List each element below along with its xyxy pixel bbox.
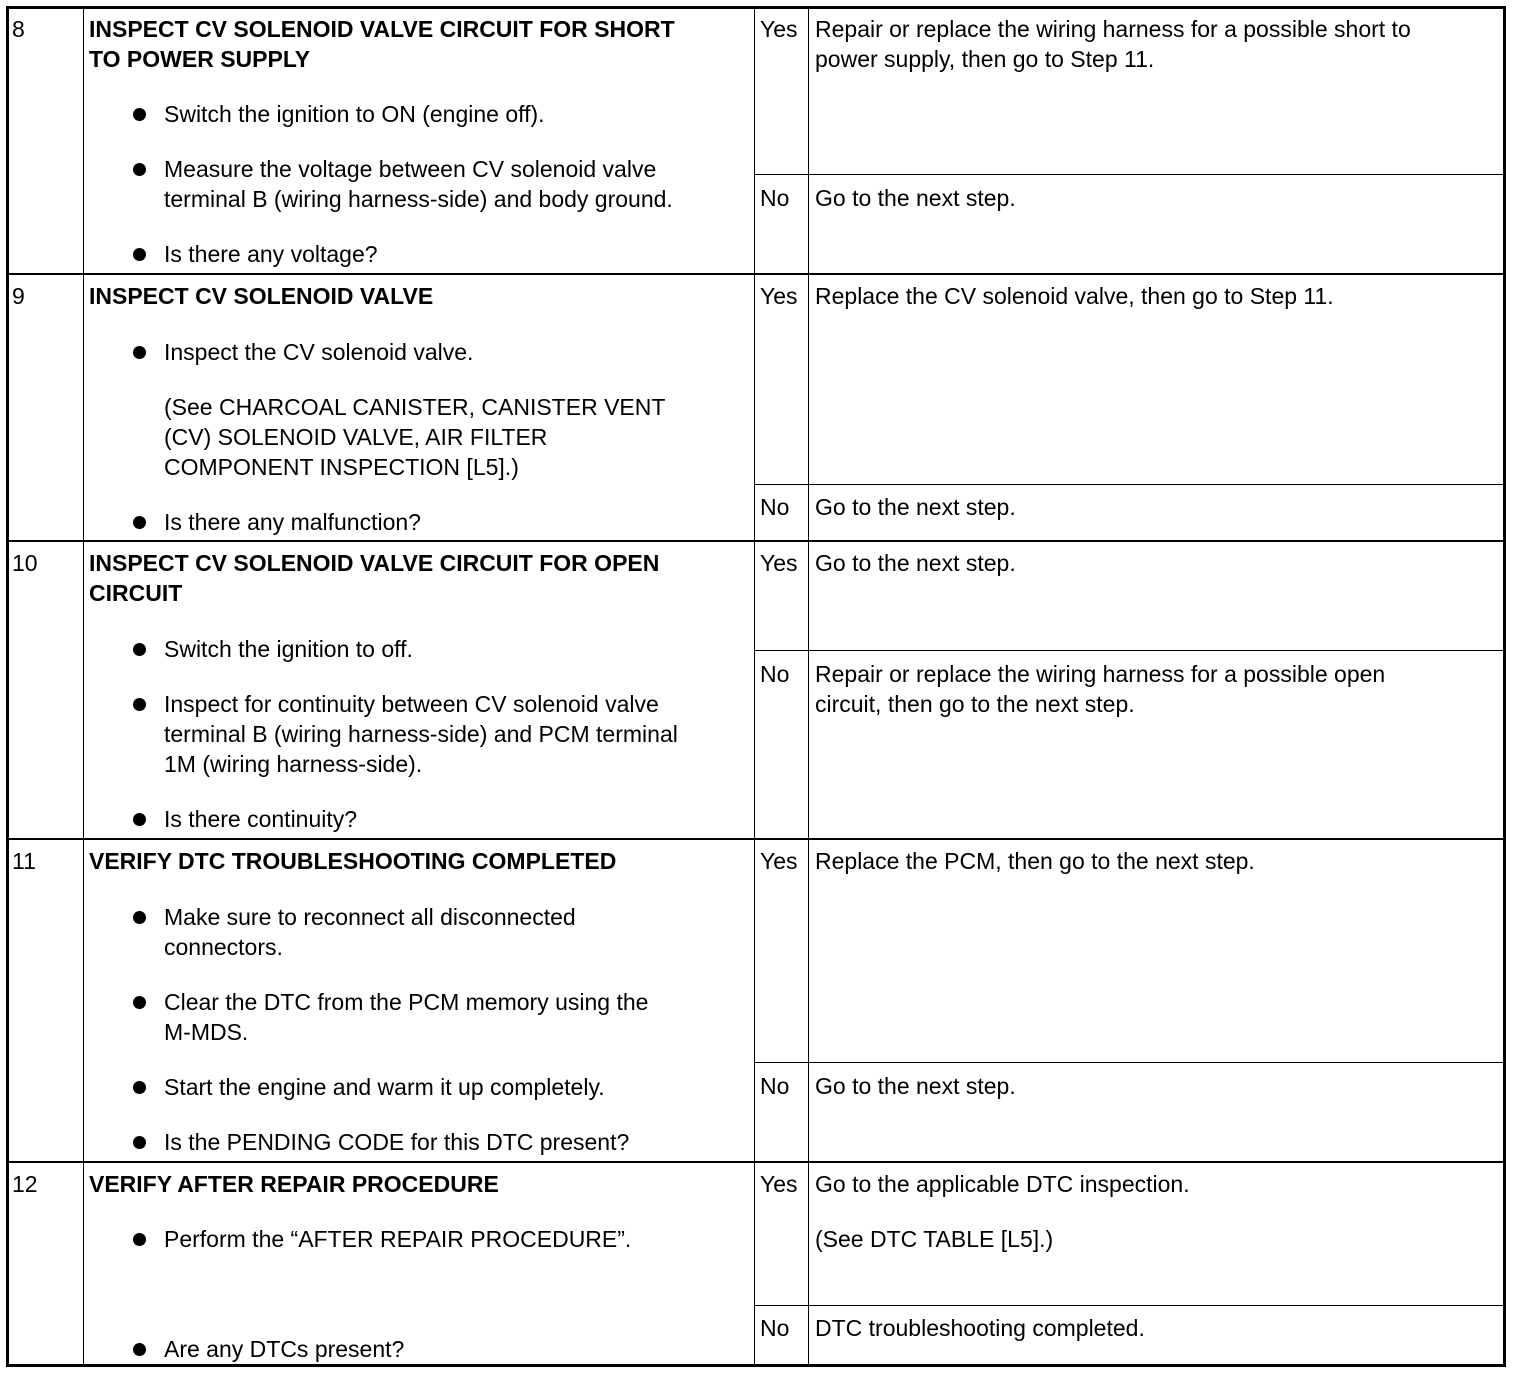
yes-no-divider bbox=[754, 174, 1503, 175]
no-action: Go to the next step. bbox=[815, 1073, 1016, 1099]
troubleshooting-table bbox=[6, 6, 1506, 1367]
reference-note: COMPONENT INSPECTION [L5].) bbox=[164, 454, 519, 480]
no-label: No bbox=[760, 1315, 790, 1341]
yes-label: Yes bbox=[760, 550, 798, 576]
check-item: Make sure to reconnect all disconnected bbox=[164, 904, 576, 930]
step-title: TO POWER SUPPLY bbox=[89, 46, 311, 72]
yes-action: Go to the next step. bbox=[815, 550, 1016, 576]
bullet-icon bbox=[133, 1081, 146, 1094]
no-label: No bbox=[760, 1073, 790, 1099]
no-action: Repair or replace the wiring harness for a possible open bbox=[815, 661, 1386, 687]
no-label: No bbox=[760, 185, 790, 211]
row-divider bbox=[9, 273, 1503, 275]
check-item: connectors. bbox=[164, 934, 283, 960]
yes-no-divider bbox=[754, 1062, 1503, 1063]
check-item: Start the engine and warm it up completely. bbox=[164, 1074, 605, 1100]
check-item: terminal B (wiring harness-side) and body ground. bbox=[164, 186, 673, 212]
reference-note: (CV) SOLENOID VALVE, AIR FILTER bbox=[164, 424, 548, 450]
check-item: Is there any voltage? bbox=[164, 241, 378, 267]
step-number: 8 bbox=[12, 16, 25, 42]
check-item: Inspect for continuity between CV solenoid valve bbox=[164, 691, 659, 717]
yes-label: Yes bbox=[760, 1171, 798, 1197]
no-label: No bbox=[760, 494, 790, 520]
reference-note: (See DTC TABLE [L5].) bbox=[815, 1226, 1054, 1252]
yes-action: Go to the applicable DTC inspection. bbox=[815, 1171, 1190, 1197]
bullet-icon bbox=[133, 911, 146, 924]
step-title: INSPECT CV SOLENOID VALVE CIRCUIT FOR OPEN bbox=[89, 550, 660, 576]
step-title: CIRCUIT bbox=[89, 580, 183, 606]
yes-label: Yes bbox=[760, 283, 798, 309]
step-title: INSPECT CV SOLENOID VALVE CIRCUIT FOR SHORT bbox=[89, 16, 675, 42]
bullet-icon bbox=[133, 1136, 146, 1149]
no-label: No bbox=[760, 661, 790, 687]
check-item: Measure the voltage between CV solenoid valve bbox=[164, 156, 657, 182]
check-item: Clear the DTC from the PCM memory using the bbox=[164, 989, 649, 1015]
check-item: Is there continuity? bbox=[164, 806, 358, 832]
row-divider bbox=[9, 540, 1503, 542]
no-action: Go to the next step. bbox=[815, 494, 1016, 520]
check-item: Perform the “AFTER REPAIR PROCEDURE”. bbox=[164, 1226, 632, 1252]
step-title: VERIFY AFTER REPAIR PROCEDURE bbox=[89, 1171, 499, 1197]
yes-label: Yes bbox=[760, 16, 798, 42]
row-divider bbox=[9, 838, 1503, 840]
step-number: 12 bbox=[12, 1171, 38, 1197]
bullet-icon bbox=[133, 108, 146, 121]
step-number: 11 bbox=[12, 848, 36, 874]
yes-no-divider bbox=[754, 650, 1503, 651]
bullet-icon bbox=[133, 643, 146, 656]
step-title: VERIFY DTC TROUBLESHOOTING COMPLETED bbox=[89, 848, 617, 874]
row-divider bbox=[9, 1161, 1503, 1163]
check-item: M-MDS. bbox=[164, 1019, 249, 1045]
no-action: circuit, then go to the next step. bbox=[815, 691, 1135, 717]
reference-note: (See CHARCOAL CANISTER, CANISTER VENT bbox=[164, 394, 666, 420]
bullet-icon bbox=[133, 163, 146, 176]
check-item: 1M (wiring harness-side). bbox=[164, 751, 423, 777]
check-item: terminal B (wiring harness-side) and PCM terminal bbox=[164, 721, 678, 747]
step-number: 10 bbox=[12, 550, 38, 576]
yes-action: Replace the PCM, then go to the next step. bbox=[815, 848, 1255, 874]
check-item: Inspect the CV solenoid valve. bbox=[164, 339, 474, 365]
bullet-icon bbox=[133, 1343, 146, 1356]
yes-no-divider bbox=[754, 1305, 1503, 1306]
check-item: Are any DTCs present? bbox=[164, 1336, 405, 1362]
check-item: Is the PENDING CODE for this DTC present? bbox=[164, 1129, 630, 1155]
step-title: INSPECT CV SOLENOID VALVE bbox=[89, 283, 434, 309]
bullet-icon bbox=[133, 346, 146, 359]
yes-action: Replace the CV solenoid valve, then go to Step 11. bbox=[815, 283, 1334, 309]
yes-no-divider bbox=[754, 484, 1503, 485]
no-action: DTC troubleshooting completed. bbox=[815, 1315, 1145, 1341]
bullet-icon bbox=[133, 248, 146, 261]
yes-action: Repair or replace the wiring harness for a possible short to bbox=[815, 16, 1411, 42]
yes-label: Yes bbox=[760, 848, 798, 874]
step-number: 9 bbox=[12, 283, 25, 309]
bullet-icon bbox=[133, 698, 146, 711]
check-item: Switch the ignition to off. bbox=[164, 636, 413, 662]
bullet-icon bbox=[133, 1233, 146, 1246]
yes-action: power supply, then go to Step 11. bbox=[815, 46, 1155, 72]
bullet-icon bbox=[133, 516, 146, 529]
bullet-icon bbox=[133, 813, 146, 826]
bullet-icon bbox=[133, 996, 146, 1009]
check-item: Switch the ignition to ON (engine off). bbox=[164, 101, 545, 127]
check-item: Is there any malfunction? bbox=[164, 509, 421, 535]
no-action: Go to the next step. bbox=[815, 185, 1016, 211]
